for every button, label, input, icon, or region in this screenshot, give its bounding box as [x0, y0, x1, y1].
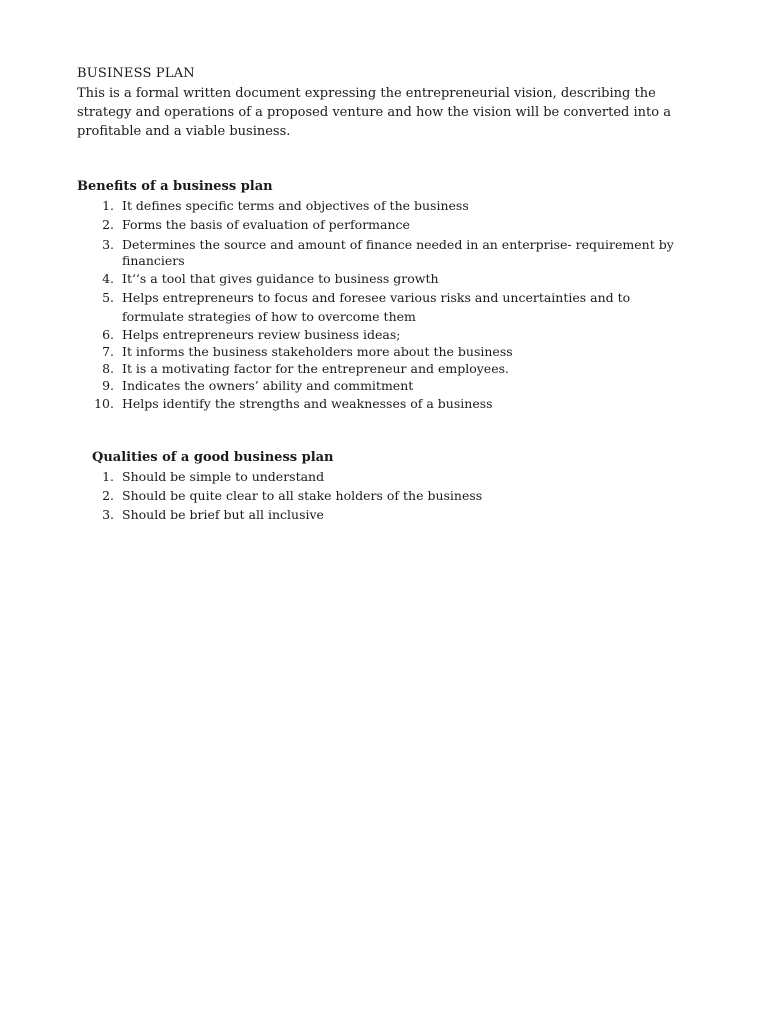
list-item: [94, 377, 694, 394]
list-item-number: 10.: [94, 396, 114, 411]
list-item-text: It is a motivating factor for the entrepreneur and employees.: [122, 361, 509, 376]
qualities-list: [94, 467, 694, 524]
list-item-number: 8.: [102, 361, 114, 376]
list-item-number: 2.: [102, 488, 114, 503]
list-item: [94, 467, 694, 486]
list-item-text: Indicates the owners’ ability and commitment: [122, 378, 414, 393]
list-item: [94, 394, 694, 413]
list-item: [94, 196, 694, 215]
list-item-number: 3.: [102, 237, 114, 252]
list-item-text: It informs the business stakeholders more about the business: [122, 344, 513, 359]
list-item-number: 7.: [102, 344, 114, 359]
list-item-text: Should be brief but all inclusive: [122, 507, 324, 522]
list-item: [94, 234, 694, 269]
list-item-number: 4.: [102, 271, 114, 286]
list-item: [94, 360, 694, 377]
list-item: [94, 486, 694, 505]
benefits-list: [94, 196, 694, 413]
list-item-number: 1.: [102, 469, 114, 484]
list-item: [94, 326, 694, 343]
list-item-number: 1.: [102, 198, 114, 213]
list-item: [94, 269, 694, 288]
list-item-text: Should be quite clear to all stake holders of the business: [122, 488, 483, 503]
list-item-text: Helps identify the strengths and weaknesses of a business: [122, 396, 493, 411]
benefits-heading: Benefits of a business plan: [77, 179, 273, 194]
list-item: [94, 215, 694, 234]
list-item: [94, 288, 694, 326]
list-item-number: 2.: [102, 217, 114, 232]
document-title: BUSINESS PLAN: [77, 66, 195, 81]
intro-paragraph: This is a formal written document expressing the entrepreneurial vision, describing the strategy and operations of a proposed venture and how the vision will be converted into a profitable and a viable business.: [77, 86, 671, 139]
list-item: [94, 505, 694, 524]
list-item-text: Helps entrepreneurs review business ideas;: [122, 327, 401, 342]
list-item-text: Forms the basis of evaluation of performance: [122, 217, 410, 232]
list-item-text: Determines the source and amount of finance needed in an enterprise- requirement by financiers: [122, 237, 674, 268]
list-item-text: Helps entrepreneurs to focus and foresee various risks and uncertainties and to formulate strategies of how to overcome them: [122, 290, 631, 324]
list-item-text: Should be simple to understand: [122, 469, 325, 484]
list-item-text: It‘‘s a tool that gives guidance to business growth: [122, 271, 439, 286]
list-item-number: 9.: [102, 378, 114, 393]
list-item-text: It defines specific terms and objectives of the business: [122, 198, 469, 213]
qualities-heading: Qualities of a good business plan: [92, 450, 334, 465]
list-item-number: 3.: [102, 507, 114, 522]
list-item-number: 6.: [102, 327, 114, 342]
list-item-number: 5.: [102, 290, 114, 305]
list-item: [94, 343, 694, 360]
